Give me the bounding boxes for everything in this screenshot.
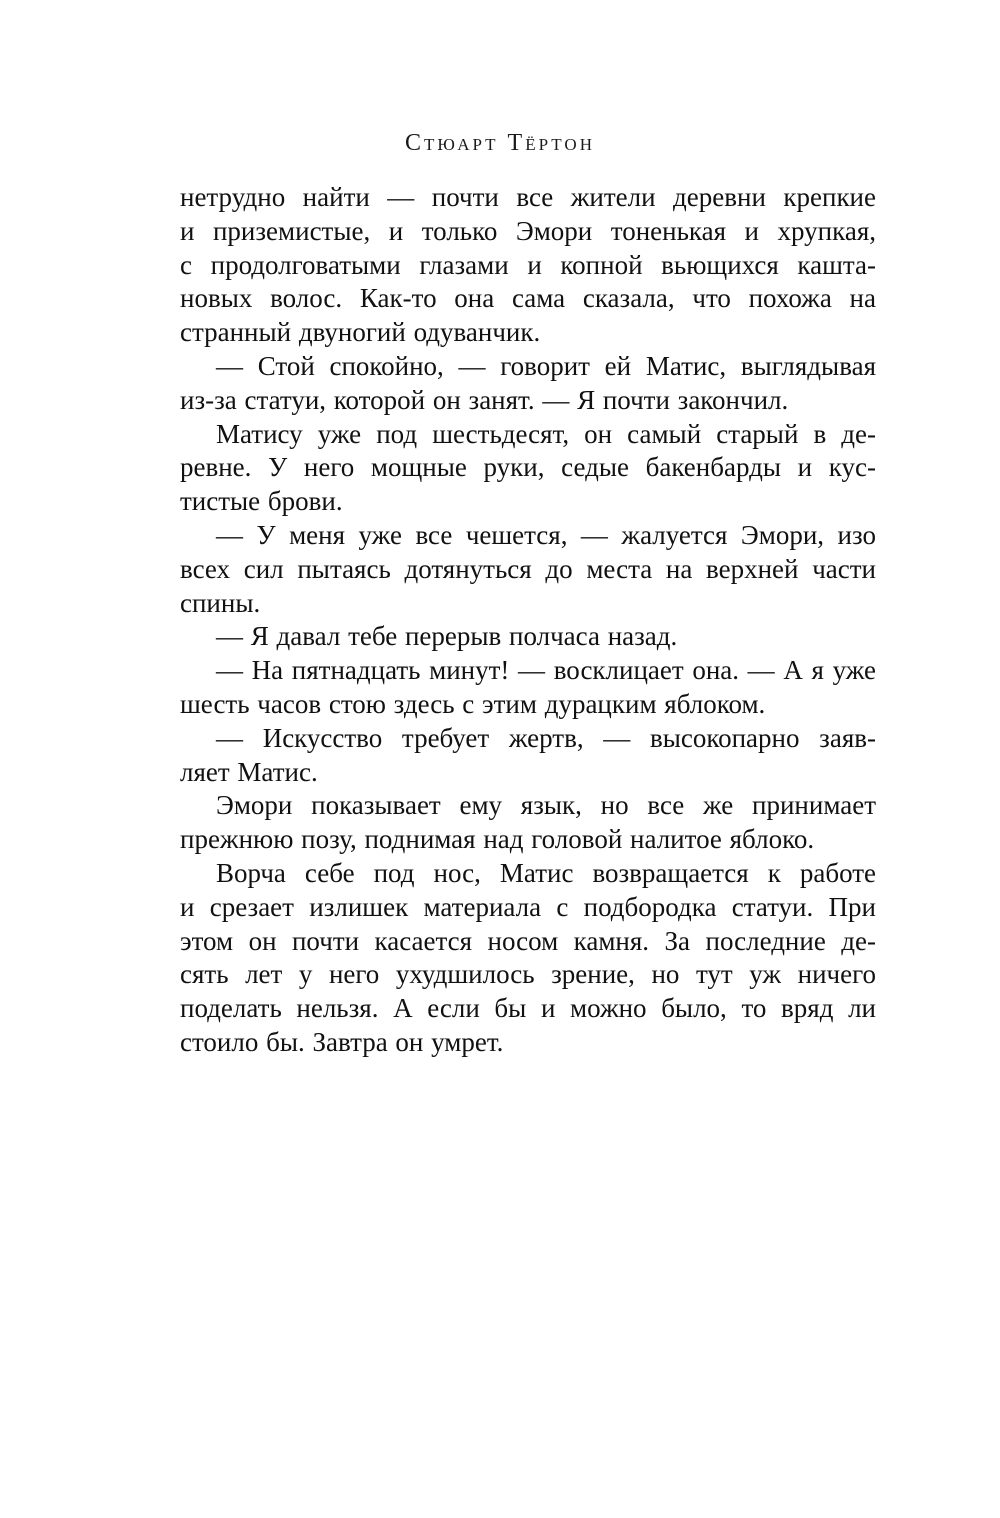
text-line: Эмори показывает ему язык, но все же принимает: [216, 790, 876, 821]
text-line: Ворча себе под нос, Матис возвращается к работе: [216, 857, 876, 888]
running-head: Стюарт Тёртон: [405, 130, 595, 156]
text-line: Матису уже под шестьдесят, он самый старый в де-: [216, 418, 876, 449]
text-line: — У меня уже все чешется, — жалуется Эмори, изо: [216, 519, 876, 550]
text-line: нетрудно найти — почти все жители деревни крепкие: [180, 182, 876, 212]
text-line: спины.: [180, 587, 261, 618]
text-line: странный двуногий одуванчик.: [180, 317, 541, 348]
body-text: [180, 181, 876, 1060]
text-line: ревне. У него мощные руки, седые бакенбарды и кус-: [180, 452, 876, 483]
text-line: всех сил пытаясь дотянуться до места на верхней части: [180, 553, 876, 584]
text-line: прежнюю позу, поднимая над головой налитое яблоко.: [180, 824, 815, 855]
text-line: шесть часов стою здесь с этим дурацким яблоком.: [180, 688, 766, 719]
text-line: ляет Матис.: [180, 756, 318, 787]
text-line: стоило бы. Завтра он умрет.: [180, 1026, 504, 1057]
text-line: из-за статуи, которой он занят. — Я почти закончил.: [180, 384, 789, 415]
text-line: — На пятнадцать минут! — восклицает она. — А я уже: [216, 655, 876, 686]
text-line: новых волос. Как-то она сама сказала, что похожа на: [180, 283, 876, 314]
text-line: и приземистые, и только Эмори тоненькая и хрупкая,: [180, 215, 876, 246]
text-line: сять лет у него ухудшилось зрение, но тут уж ничего: [180, 959, 876, 990]
text-line: — Искусство требует жертв, — высокопарно заяв-: [216, 722, 876, 753]
text-line: — Я давал тебе перерыв полчаса назад.: [216, 621, 678, 652]
text-line: поделать нельзя. А если бы и можно было, то вряд ли: [180, 993, 876, 1024]
text-line: — Стой спокойно, — говорит ей Матис, выглядывая: [216, 350, 876, 381]
text-line: этом он почти касается носом камня. За последние де-: [180, 925, 876, 956]
text-line: с продолговатыми глазами и копной вьющихся кашта-: [180, 249, 876, 280]
text-line: и срезает излишек материала с подбородка статуи. При: [180, 891, 876, 922]
text-line: тистые брови.: [180, 486, 343, 517]
